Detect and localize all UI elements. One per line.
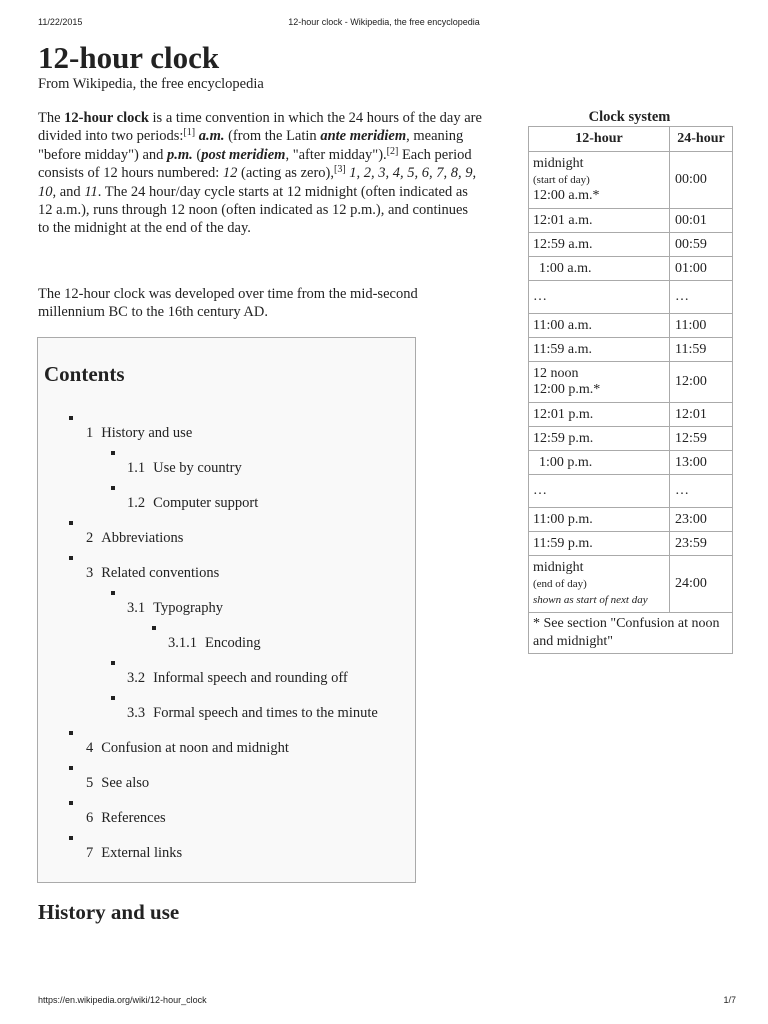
- table-cell: …: [529, 281, 670, 314]
- table-cell: 1:00 p.m.: [529, 451, 670, 475]
- toc-number: 3.3: [127, 705, 146, 721]
- table-cell: 01:00: [670, 257, 733, 281]
- toc-label: Confusion at noon and midnight: [101, 740, 289, 756]
- toc-label: Computer support: [153, 495, 259, 511]
- term-pm: p.m.: [167, 146, 193, 163]
- toc-link[interactable]: [86, 845, 182, 862]
- midnight-start-cell: midnight (start of day) 12:00 a.m.*: [529, 152, 670, 209]
- site-subtitle: From Wikipedia, the free encyclopedia: [38, 76, 264, 92]
- table-row: [529, 152, 733, 209]
- table-cell: 12:59: [670, 427, 733, 451]
- term-12-hour-clock: 12-hour clock: [64, 110, 149, 126]
- reference-link[interactable]: [3]: [333, 164, 346, 176]
- toc-link[interactable]: [86, 530, 183, 547]
- toc-number: 6: [86, 810, 94, 826]
- table-row: [529, 451, 733, 475]
- table-cell: 11:00: [670, 314, 733, 338]
- table-row: [529, 556, 733, 613]
- toc-bullet: [111, 696, 115, 700]
- toc-label: Use by country: [153, 460, 242, 476]
- table-cell: 00:01: [670, 209, 733, 233]
- table-cell: 12:01: [670, 403, 733, 427]
- table-cell: 11:00 a.m.: [529, 314, 670, 338]
- toc-label: External links: [101, 845, 183, 861]
- toc-bullet: [69, 766, 73, 770]
- section-heading-history: History and use: [38, 900, 180, 924]
- toc-number: 5: [86, 775, 94, 791]
- toc-bullet: [69, 731, 73, 735]
- table-cell: …: [670, 475, 733, 508]
- table-row: [529, 508, 733, 532]
- table-row: [529, 314, 733, 338]
- column-header: 12-hour: [529, 127, 670, 152]
- toc-number: 1.2: [127, 495, 146, 511]
- toc-link[interactable]: [127, 600, 223, 617]
- table-footnote: * See section "Confusion at noon and midnight": [529, 613, 733, 654]
- toc-bullet: [111, 591, 115, 595]
- toc-bullet: [69, 556, 73, 560]
- table-cell: 12:01 a.m.: [529, 209, 670, 233]
- toc-bullet: [111, 661, 115, 665]
- toc-bullet: [69, 801, 73, 805]
- table-cell: 00:00: [670, 152, 733, 209]
- table-cell: 23:59: [670, 532, 733, 556]
- toc-number: 2: [86, 530, 94, 546]
- table-cell: 00:59: [670, 233, 733, 257]
- toc-number: 3.1: [127, 600, 146, 616]
- toc-link[interactable]: [86, 810, 166, 827]
- toc-link[interactable]: [86, 775, 149, 792]
- table-cell: 12:01 p.m.: [529, 403, 670, 427]
- table-row: [529, 233, 733, 257]
- table-cell: 11:59 a.m.: [529, 338, 670, 362]
- toc-bullet: [111, 486, 115, 490]
- table-cell: 11:00 p.m.: [529, 508, 670, 532]
- toc-label: References: [101, 810, 166, 826]
- table-row: [529, 403, 733, 427]
- toc-link[interactable]: [127, 670, 348, 687]
- term-am: a.m.: [198, 128, 225, 145]
- history-paragraph: The 12-hour clock was developed over time from the mid-second millennium BC to the 16th century AD.: [38, 286, 418, 321]
- toc-link[interactable]: [86, 565, 219, 582]
- print-date: 11/22/2015: [38, 17, 83, 27]
- table-cell: 12:59 p.m.: [529, 427, 670, 451]
- toc-label: Related conventions: [101, 565, 220, 581]
- table-cell: …: [529, 475, 670, 508]
- toc-link[interactable]: [127, 495, 258, 512]
- table-header-row: [529, 127, 733, 152]
- print-page-number: 1/7: [723, 995, 736, 1005]
- reference-link[interactable]: [1]: [183, 127, 196, 139]
- midnight-end-cell: midnight (end of day) shown as start of next day: [529, 556, 670, 613]
- toc-label: Encoding: [205, 635, 261, 651]
- table-of-contents: [37, 337, 416, 883]
- table-row: [529, 532, 733, 556]
- toc-link[interactable]: [86, 425, 192, 442]
- table-row: [529, 427, 733, 451]
- clock-system-table: [528, 126, 733, 654]
- table-cell: 11:59 p.m.: [529, 532, 670, 556]
- print-page-title: 12-hour clock - Wikipedia, the free encyclopedia: [288, 17, 480, 27]
- noon-cell: 12 noon 12:00 p.m.*: [529, 362, 670, 403]
- toc-bullet: [152, 626, 156, 630]
- term-ante-meridiem: ante meridiem: [320, 128, 407, 145]
- table-cell: 1:00 a.m.: [529, 257, 670, 281]
- table-cell: 12:00: [670, 362, 733, 403]
- toc-number: 3.2: [127, 670, 146, 686]
- table-cell: …: [670, 281, 733, 314]
- table-cell: 23:00: [670, 508, 733, 532]
- toc-label: Formal speech and times to the minute: [153, 705, 378, 721]
- toc-number: 1.1: [127, 460, 146, 476]
- toc-number: 3.1.1: [168, 635, 197, 651]
- table-cell: 12:59 a.m.: [529, 233, 670, 257]
- toc-number: 7: [86, 845, 94, 861]
- term-post-meridiem: post meridiem: [201, 146, 286, 163]
- toc-bullet: [69, 521, 73, 525]
- table-cell: 11:59: [670, 338, 733, 362]
- table-cell: 24:00: [670, 556, 733, 613]
- table-cell: 13:00: [670, 451, 733, 475]
- reference-link[interactable]: [2]: [386, 145, 399, 157]
- toc-link[interactable]: [168, 635, 261, 652]
- toc-link[interactable]: [127, 460, 242, 477]
- table-row: [529, 338, 733, 362]
- intro-paragraph: The 12-hour clock is a time convention in which the 24 hours of the day are divided into two periods:[1] a.m. (from the Latin ante meridiem, meaning "before midday") and p.m. (post meridiem, "after midday").[2] Each period consists of 12 hours numbered: 12 (acting as zero),[3] 1, 2, 3, 4, 5, 6, 7, 8, 9, 10, and 11. The 24 hour/day cycle starts at 12 midnight (often indicated as 12 a.m.), runs through 12 noon (often indicated as 12 p.m.), and continues to the midnight at the end of the day.: [38, 110, 482, 237]
- page-title: 12-hour clock: [38, 40, 220, 75]
- table-row: [529, 475, 733, 508]
- toc-label: Abbreviations: [101, 530, 184, 546]
- table-row: [529, 362, 733, 403]
- table-row: [529, 613, 733, 654]
- toc-bullet: [111, 451, 115, 455]
- toc-bullet: [69, 416, 73, 420]
- table-row: [529, 257, 733, 281]
- toc-label: History and use: [101, 425, 193, 441]
- toc-number: 3: [86, 565, 94, 581]
- column-header: 24-hour: [670, 127, 733, 152]
- toc-label: See also: [101, 775, 150, 791]
- toc-title: Contents: [44, 362, 125, 386]
- toc-link[interactable]: [86, 740, 289, 757]
- table-row: [529, 281, 733, 314]
- table-row: [529, 209, 733, 233]
- toc-number: 4: [86, 740, 94, 756]
- toc-label: Informal speech and rounding off: [153, 670, 348, 686]
- toc-link[interactable]: [127, 705, 378, 722]
- toc-label: Typography: [153, 600, 223, 616]
- print-url: https://en.wikipedia.org/wiki/12-hour_clock: [38, 995, 207, 1005]
- toc-number: 1: [86, 425, 94, 441]
- toc-bullet: [69, 836, 73, 840]
- table-caption: Clock system: [588, 109, 671, 125]
